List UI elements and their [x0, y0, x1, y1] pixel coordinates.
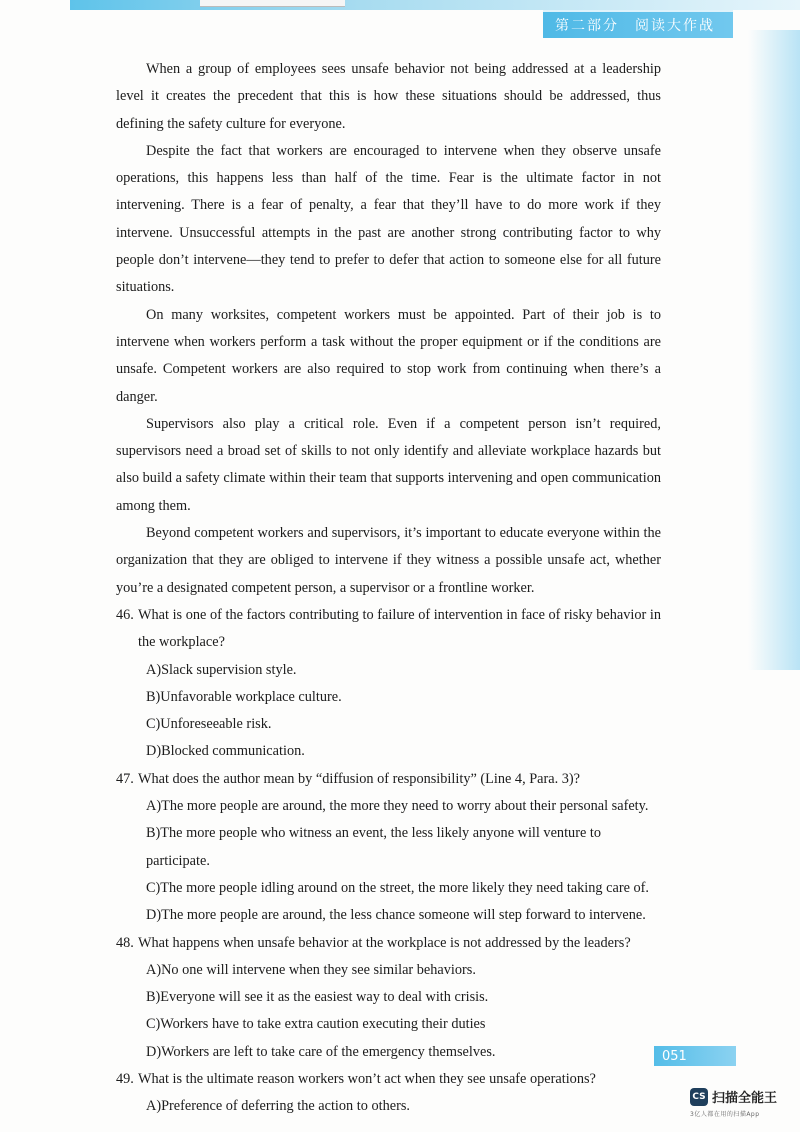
- option-d: D)Blocked communication.: [146, 743, 305, 760]
- paragraph-4: Supervisors also play a critical role. Even if a competent person isn’t required, supervisors need a broad set of skills to not only identify and alleviate workplace hazards but also build a safety climate within their team that supports intervening and open communication among them.: [116, 415, 661, 514]
- option-a: A)Slack supervision style.: [146, 661, 297, 678]
- question-46: [116, 602, 661, 766]
- paragraph-2: Despite the fact that workers are encouraged to intervene when they observe unsafe operations, this happens less than half of the time. Fear is the ultimate factor in not intervening. There is a fear of penalty, a fear that they’ll have to do more work if they intervene. Unsuccessful attempts in the past are another strong contributing factor to why people don’t intervene—they tend to prefer to defer that action to someone else for all future situations.: [116, 142, 661, 296]
- question-stem: [116, 1066, 661, 1093]
- option-b: B)The more people who witness an event, the less likely anyone will venture to participate.: [146, 825, 602, 869]
- question-text: What does the author mean by “diffusion of responsibility” (Line 4, Para. 3)?: [138, 770, 581, 787]
- question-stem: [116, 602, 661, 657]
- page-content: [116, 56, 661, 1121]
- page-number: 051: [662, 1048, 687, 1064]
- watermark-title: 扫描全能王: [712, 1091, 778, 1106]
- question-number: 47.: [116, 770, 134, 787]
- question-48: [116, 930, 661, 1066]
- paragraph-3: On many worksites, competent workers must be appointed. Part of their job is to intervene when workers perform a task without the proper equipment or if the conditions are unsafe. Competent workers are also required to stop work from continuing when there’s a danger.: [116, 306, 661, 405]
- watermark-subtitle: 3亿人都在用的扫描App: [690, 1111, 760, 1118]
- top-tab-strip: [200, 0, 345, 7]
- option-c: C)Workers have to take extra caution executing their duties: [146, 1016, 486, 1033]
- question-text: What is the ultimate reason workers won’t act when they see unsafe operations?: [138, 1070, 596, 1087]
- question-number: 46.: [116, 606, 134, 623]
- question-47: [116, 766, 661, 930]
- option-a: A)No one will intervene when they see similar behaviors.: [146, 961, 476, 978]
- paragraph-5: Beyond competent workers and supervisors, it’s important to educate everyone within the organization that they are obliged to intervene if they witness a possible unsafe act, whether you’re a designated competent person, a supervisor or a frontline worker.: [116, 525, 661, 596]
- section-label: 第二部分 阅读大作战: [555, 18, 715, 34]
- scanner-watermark: [690, 1087, 790, 1118]
- section-header-tab: [543, 10, 733, 38]
- option-b: B)Unfavorable workplace culture.: [146, 688, 342, 705]
- page-number-badge: [654, 1046, 736, 1066]
- option-d: D)Workers are left to take care of the emergency themselves.: [146, 1043, 496, 1060]
- option-d: D)The more people are around, the less chance someone will step forward to intervene.: [146, 907, 646, 924]
- question-text: What happens when unsafe behavior at the workplace is not addressed by the leaders?: [138, 934, 631, 951]
- question-stem: [116, 766, 661, 793]
- option-b: B)Everyone will see it as the easiest way to deal with crisis.: [146, 989, 489, 1006]
- question-text: What is one of the factors contributing to failure of intervention in face of risky behavior in the workplace?: [138, 606, 661, 651]
- question-49: [116, 1066, 661, 1121]
- watermark-row: [690, 1087, 790, 1106]
- camscanner-logo-icon: CS: [690, 1088, 708, 1106]
- option-c: C)The more people idling around on the street, the more likely they need taking care of.: [146, 879, 650, 896]
- option-a: A)Preference of deferring the action to others.: [146, 1098, 410, 1115]
- question-stem: [116, 930, 661, 957]
- question-number: 48.: [116, 934, 134, 951]
- option-a: A)The more people are around, the more they need to worry about their personal safety.: [146, 798, 649, 815]
- paragraph-1: When a group of employees sees unsafe behavior not being addressed at a leadership level it creates the precedent that this is how these situations should be addressed, thus defining the safety culture for everyone.: [116, 61, 661, 132]
- top-decorative-bar: [70, 0, 800, 10]
- question-number: 49.: [116, 1070, 134, 1087]
- right-edge-decoration: [748, 30, 800, 670]
- option-c: C)Unforeseeable risk.: [146, 716, 272, 733]
